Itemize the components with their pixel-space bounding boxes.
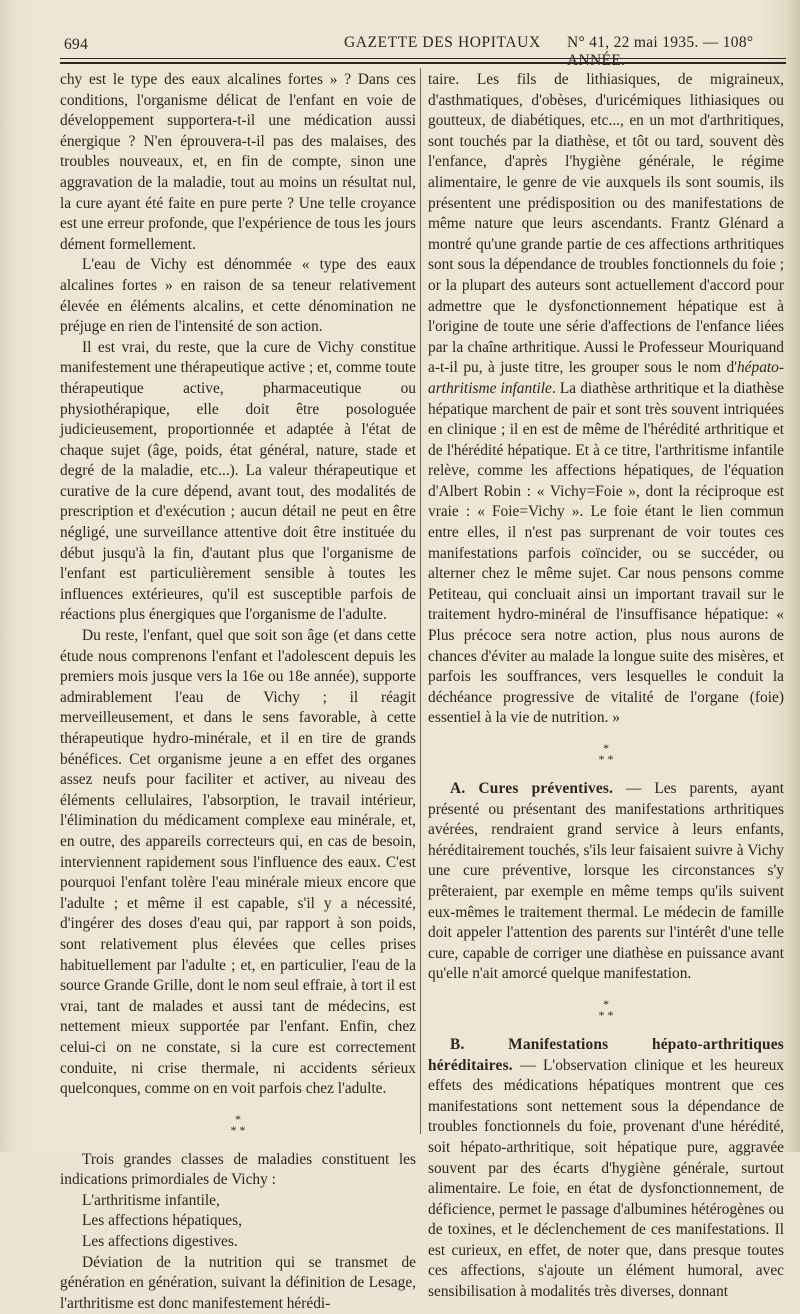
section-b: B. Manifestations hépato-arthritiques héréditaires. — L'observation clinique et les heureux effets des médications hépatiques montrent que ces manifestations sont nettement sous la dépendance de troubles fonctionnels du foie, provenant d'une hérédité, soit hépato-arthritique, soit hépatique pure, aggravée souvent par des écarts d'hygiène générale, surtout alimentaire. Le foie, en état de dysfonctionnement, de déficience, permet le passage d'albumines hétérogènes ou de toxines, et le déclenchement de ces manifestations. Il est curieux, en effet, de noter que, dans presque toutes ces affections, s'ajoute un élément humoral, avec sensibilisation à modalités très diverses, donnant — [428, 1035, 784, 1301]
paragraph: Du reste, l'enfant, quel que soit son âge (et dans cette étude nous comprenons l'enfant et l'adolescent depuis les premiers mois jusque vers la 16e ou 18e année), supporte admirablement l'eau de Vichy ; il réagit merveilleusement, et dans le sens favorable, à cette thérapeutique hydro-minérale, et il en tire de grands bénéfices. Cet organisme jeune a en effet des organes assez neufs pour faciliter et activer, au niveau des éléments cellulaires, l'absorption, le travail intérieur, l'élimination du médicament complexe eau minérale, et, en outre, des appareils correcteurs qui, en cas de besoin, interviennent rapidement sous l'influence des eaux. C'est pourquoi l'enfant tolère l'eau minérale mieux encore que l'adulte ; et même il est capable, s'il y a nécessité, d'ingérer des doses d'eau qui, par rapport à son poids, sont relativement plus élevées que celles prises habituellement par l'adulte ; et, en particulier, l'eau de la source Grande Grille, dont le nom seul effraie, à tort il est vrai, tant de malades et aussi tant de médecins, est nettement mieux supportée par l'enfant. Enfin, chez celui-ci on ne constate, si la cure est correctement conduite, ni crise thermale, ni accidents sérieux quelconques, comme on en voit parfois chez l'adulte. — [60, 627, 416, 1098]
header-rule — [60, 58, 786, 59]
paragraph: Déviation de la nutrition qui se transmet de génération en génération, suivant la définition de Lesage, l'arthritisme est donc manifestement hérédi- — [60, 1253, 416, 1312]
journal-title: GAZETTE DES HOPITAUX — [344, 34, 541, 51]
emphasis: hépato-arthritisme infantile — [428, 359, 784, 397]
section-separator: * * * — [598, 996, 614, 1022]
column-divider — [420, 68, 421, 1134]
header-rule-thick — [60, 62, 786, 64]
left-column — [60, 70, 416, 1314]
section-heading: B. Manifestations hépato-arthritiques héréditaires. — [428, 1035, 784, 1074]
section-heading: A. Cures préventives. — [450, 780, 614, 797]
page-header — [62, 30, 782, 69]
paragraph: Trois grandes classes de maladies constituent les indications primordiales de Vichy : — [60, 1150, 416, 1189]
paragraph: L'eau de Vichy est dénommée « type des eaux alcalines fortes » en raison de sa teneur relativement élevée en éléments alcalins, et cette dénomination ne préjuge en rien de l'intensité de son action. — [60, 256, 416, 336]
indications-list — [60, 1191, 416, 1253]
section-separator: * * * — [598, 741, 614, 766]
issue-info: N° 41, 22 mai 1935. — 108° ANNÉE. — [567, 34, 754, 69]
section-a: A. Cures préventives. — Les parents, ayant présenté ou présentant des manifestations arthritiques avérées, rendraient grand service à leurs enfants, héréditairement touchés, s'ils leur faisaient suivre à Vichy une cure préventive, lorsque les circonstances s'y prêteraient, par exemple en même temps qu'ils suivent eux-mêmes le traitement thermal. Le médecin de famille doit appeler l'attention des parents sur l'intérêt d'une telle cure, capable de corriger une diathèse en puissance avant qu'elle n'ait amorcé quelque manifestation. — [428, 780, 784, 983]
paragraph: taire. Les fils de lithiasiques, de migraineux, d'asthmatiques, d'obèses, d'uricémiques lithiasiques ou goutteux, de diabétiques, etc..., en un mot d'arthritiques, sont touchés par la diathèse, et tôt ou tard, souvent dès l'enfance, d'après l'hygiène générale, le régime alimentaire, le genre de vie auxquels ils sont soumis, ils présentent une prédisposition ou des manifestations de même nature que leurs ascendants. Frantz Glénard a montré qu'une grande partie de ces affections arthritiques sont sous la dépendance de troubles fonctionnels du foie ; or la plupart des auteurs sont actuellement d'accord pour admettre que le dysfonctionnement hépatique est à l'origine de toute une série d'affections de l'enfance liées par la chaîne arthritique. Aussi le Professeur Mouriquand a-t-il pu, à juste titre, les grouper sous le nom d'hépato-arthritisme infantile. La diathèse arthritique et la diathèse hépatique marchent de pair et sont très souvent intriquées en clinique ; il en est de même de l'hérédité arthritique et de l'hérédité hépatique. Et à ce titre, l'arthritisme infantile relève, comme les affections hépatiques, de l'équation d'Albert Robin : « Vichy=Foie », dont la réciproque est vraie : « Foie=Vichy ». Le foie étant le lien commun entre elles, il n'est pas surprenant de voir toutes ces manifestations parfois coïncider, ou se succéder, ou alterner chez le même sujet. Car nous pensons comme Petiteau, qui concluait ainsi un important travail sur le traitement hydro-minéral de l'insuffisance hépatique: « Plus précoce sera notre action, plus nous aurons de chances d'éviter au malade la longue suite des misères, et parfois les souffrances, vers lesquelles le conduit la déchéance progressive de vitalité de l'organe (foie) essentiel à la vie de nutrition. » — [428, 71, 784, 727]
list-item: Les affections digestives. — [82, 1233, 238, 1251]
paragraph: Il est vrai, du reste, que la cure de Vichy constitue manifestement une thérapeutique active ; et, comme toute thérapeutique active, pharmaceutique ou physiothérapique, elle doit être posologuée judicieusement, proportionnée et adaptée à l'état de chaque sujet (âge, poids, état général, nature, stade et degré de la maladie, etc...). La valeur thérapeutique et curative de la cure dépend, avant tout, des modalités de prescription et d'exécution ; aucun détail ne peut en être négligé, une surveillance attentive doit être instituée du début jusqu'à la fin, d'autant plus que l'organisme de l'enfant est particulièrement sensible à toutes les influences extérieures, qu'il est susceptible parfois de réactions plus énergiques que l'organisme de l'adulte. — [60, 338, 416, 624]
right-column — [428, 70, 784, 1303]
page-number: 694 — [64, 36, 89, 53]
paragraph: chy est le type des eaux alcalines fortes » ? Dans ces conditions, l'organisme délicat de l'enfant en voie de développement supportera-t-il une médication aussi énergique ? N'en éprouvera-t-il pas des malaises, des troubles nouveaux, et, en fin de compte, sinon une aggravation de la maladie, tout au moins un résultat nul, la cure ayant été faite en pure perte ? Une telle croyance est une erreur profonde, que l'expérience de tous les jours dément formellement. — [60, 71, 416, 253]
list-item: L'arthritisme infantile, — [82, 1191, 220, 1209]
list-item: Les affections hépatiques, — [82, 1212, 242, 1230]
section-separator: * * * — [230, 1111, 246, 1137]
